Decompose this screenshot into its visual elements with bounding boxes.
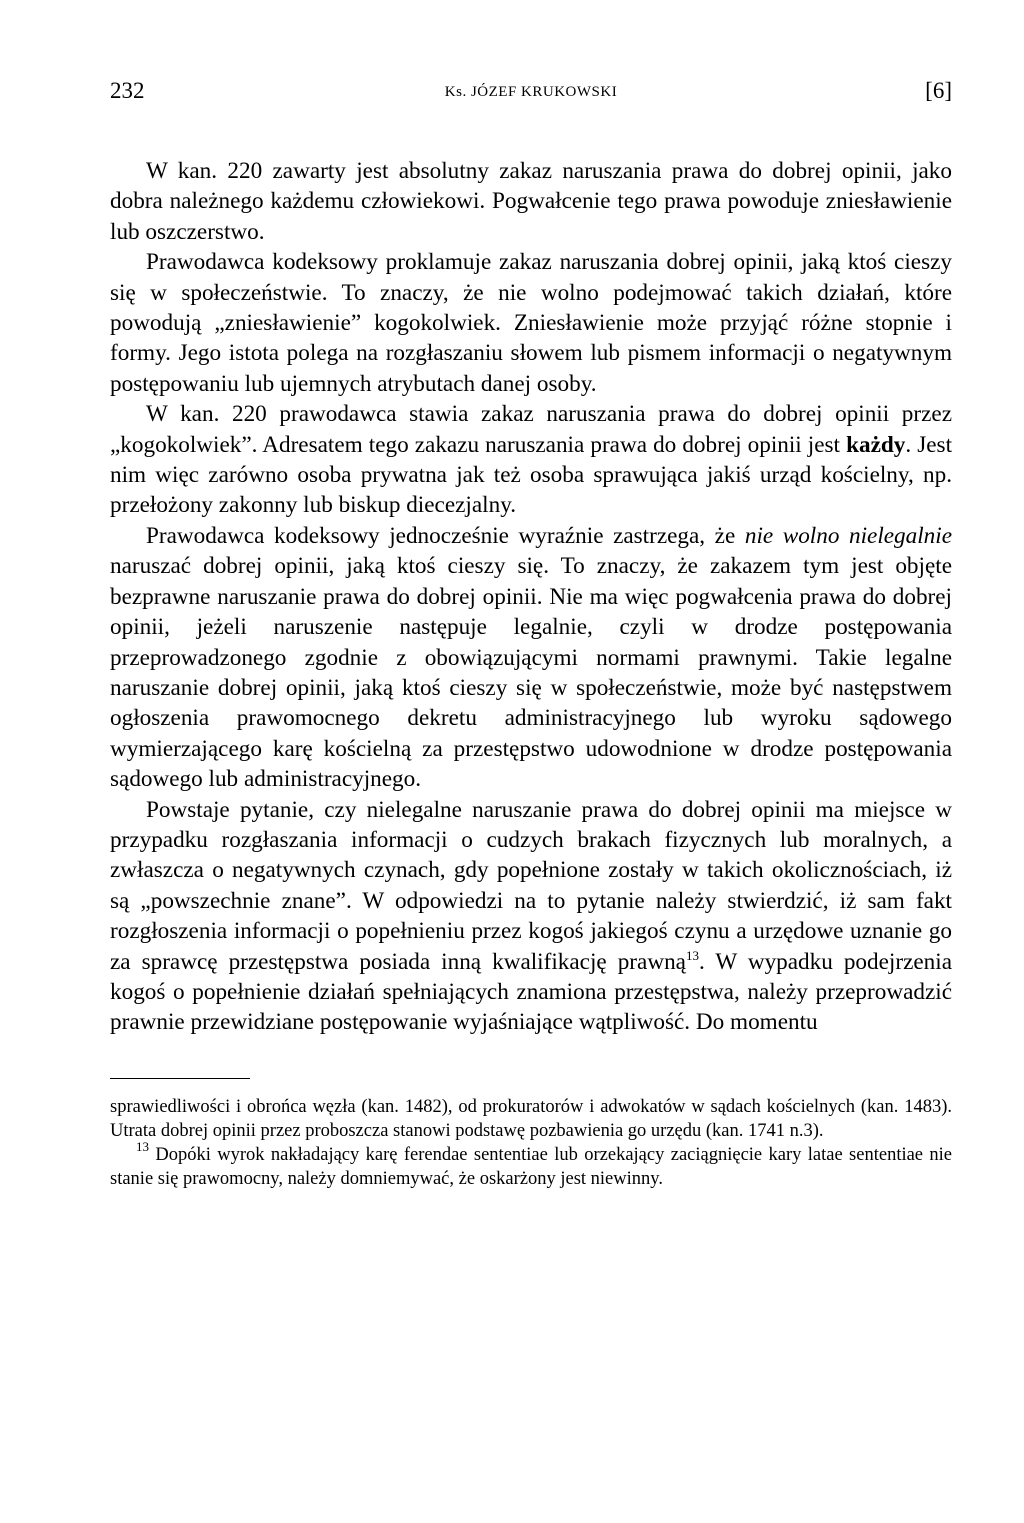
paragraph-2-text: Prawodawca kodeksowy proklamuje zakaz naruszania dobrej opinii, jaką ktoś cieszy się w społeczeństwie. To znaczy, że nie wolno podejmować takich działań, które powodują „zniesławienie” kogokolwiek. Zniesławienie może przyjąć różne stopnie i formy. Jego istota polega na rozgłaszaniu słowem lub pismem informacji o negatywnym postępowaniu lub ujemnych atrybutach danej osoby. — [110, 249, 952, 397]
paragraph-3-text-b: . Jest nim więc zarówno osoba prywatna jak też osoba sprawująca jakiś urząd kościelny, np. przełożony zakonny lub biskup diecezjalny. — [110, 431, 953, 519]
emphasis-italic: nie wolno nielegalnie — [744, 522, 953, 549]
paragraph-4-text-b: naruszać dobrej opinii, jaką ktoś cieszy się. To znaczy, że zakazem tym jest objęte bezprawne naruszanie prawa do dobrej opinii. Nie ma więc pogwałcenia prawa do dobrej opinii, jeżeli naruszenie następuje legalnie, czyli w drodze postępowania przeprowadzonego zgodnie z obowiązującymi normami prawnymi. Takie legalne naruszanie dobrej opinii, jaką ktoś cieszy się w społeczeństwie, może być następstwem ogłoszenia prawomocnego dekretu administracyjnego lub wyroku sądowego wymierzającego karę kościelną za przestępstwo udowodnione w drodze postępowania sądowego lub administracyjnego. — [110, 553, 952, 793]
footnote-continued-text: sprawiedliwości i obrońca węzła (kan. 1482), od prokuratorów i adwokatów w sądach kościelnych (kan. 1483). Utrata dobrej opinii przez proboszcza stanowi podstawę pozbawienia go urzędu (kan. 1741 n.3). — [110, 1096, 952, 1141]
footnote-13 — [110, 1139, 952, 1191]
paragraph-4 — [110, 521, 952, 795]
paragraph-2 — [110, 247, 952, 399]
body-text — [110, 156, 952, 1038]
document-page — [110, 72, 952, 1192]
paragraph-5-text-a: Powstaje pytanie, czy nielegalne naruszanie prawa do dobrej opinii ma miejsce w przypadku rozgłaszania informacji o cudzych brakach fizycznych lub moralnych, a zwłaszcza o negatywnych czynach, gdy popełnione zostały w takich okolicznościach, iż są „powszechnie znane”. W odpowiedzi na to pytanie należy stwierdzić, iż sam fakt rozgłoszenia informacji o popełnieniu przez kogoś jakiegoś czynu a urzędowe uznanie go za sprawcę przestępstwa posiada inną kwalifikację prawną — [110, 796, 952, 975]
footnote-continued — [110, 1095, 952, 1143]
section-number: [6] — [925, 78, 952, 103]
running-head — [110, 72, 952, 116]
footnotes — [110, 1095, 952, 1192]
paragraph-5 — [110, 795, 952, 1038]
paragraph-5-text-b: . W wypadku podejrzenia kogoś o popełnienie działań spełniających znamiona przestępstwa, należy przeprowadzić prawnie przewidziane postępowanie wyjaśniające wątpliwość. Do momentu — [110, 948, 952, 1036]
paragraph-3 — [110, 399, 952, 521]
footnote-ref-13[interactable]: 13 — [685, 947, 699, 963]
paragraph-3-text-a: W kan. 220 prawodawca stawia zakaz naruszania prawa do dobrej opinii przez „kogokolwiek”. Adresatem tego zakazu naruszania prawa do dobrej opinii jest — [110, 401, 952, 458]
paragraph-4-text-a: Prawodawca kodeksowy jednocześnie wyraźnie zastrzega, że — [146, 522, 736, 549]
running-title: Ks. JÓZEF KRUKOWSKI — [444, 84, 618, 100]
paragraph-1-text: W kan. 220 zawarty jest absolutny zakaz naruszania prawa do dobrej opinii, jako dobra należnego każdemu człowiekowi. Pogwałcenie tego prawa powoduje zniesławienie lub oszczerstwo. — [110, 158, 952, 245]
page-number: 232 — [110, 78, 145, 103]
emphasis-bold: każdy — [846, 431, 906, 458]
footnote-13-text: Dopóki wyrok nakładający karę ferendae sententiae lub orzekający zaciągnięcie kary latae sententiae nie stanie się prawomocny, należy domniemywać, że oskarżony jest niewinny. — [110, 1145, 952, 1190]
footnote-separator — [110, 1078, 250, 1079]
footnote-13-number: 13 — [136, 1139, 149, 1155]
paragraph-1 — [110, 156, 952, 247]
